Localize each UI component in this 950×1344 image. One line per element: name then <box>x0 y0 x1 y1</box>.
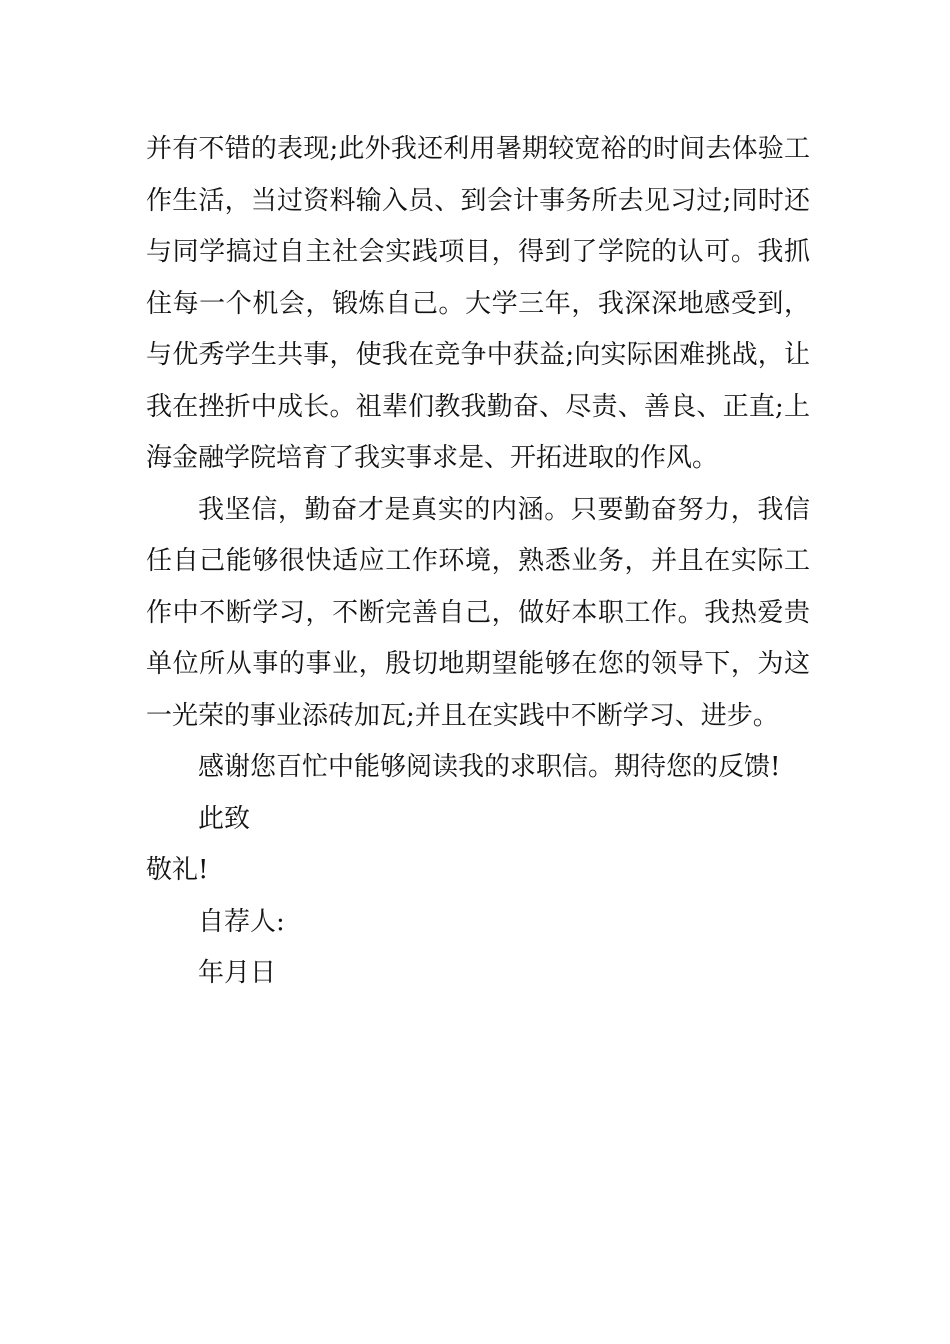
date-line: 年月日 <box>198 958 277 988</box>
paragraph-1-line-1: 并有不错的表现;此外我还利用暑期较宽裕的时间去体验工 <box>146 134 810 164</box>
paragraph-1-line-2: 作生活，当过资料输入员、到会计事务所去见习过;同时还 <box>146 185 810 216</box>
paragraph-2-line-3: 作中不断学习，不断完善自己，做好本职工作。我热爱贵 <box>146 597 810 628</box>
paragraph-1-line-4: 住每一个机会，锻炼自己。大学三年，我深深地感受到， <box>146 288 810 319</box>
signature-label: 自荐人: <box>198 906 285 937</box>
paragraph-1-line-7: 海金融学院培育了我实事求是、开拓进取的作风。 <box>146 443 719 473</box>
paragraph-2-line-1: 我坚信，勤奋才是真实的内涵。只要勤奋努力，我信 <box>198 494 810 525</box>
paragraph-2-line-5: 一光荣的事业添砖加瓦;并且在实践中不断学习、进步。 <box>146 700 779 731</box>
paragraph-1-line-5: 与优秀学生共事，使我在竞争中获益;向实际困难挑战，让 <box>146 340 810 370</box>
closing-regards: 敬礼! <box>146 855 209 885</box>
paragraph-2-line-4: 单位所从事的事业，殷切地期望能够在您的领导下，为这 <box>146 649 810 679</box>
paragraph-1-line-6: 我在挫折中成长。祖辈们教我勤奋、尽责、善良、正直;上 <box>146 391 810 422</box>
letter-body <box>146 124 810 1000</box>
closing-salutation: 此致 <box>198 803 251 834</box>
paragraph-1-line-3: 与同学搞过自主社会实践项目，得到了学院的认可。我抓 <box>146 237 810 267</box>
closing-thanks: 感谢您百忙中能够阅读我的求职信。期待您的反馈! <box>198 752 781 782</box>
paragraph-2-line-2: 任自己能够很快适应工作环境，熟悉业务，并且在实际工 <box>146 546 810 576</box>
